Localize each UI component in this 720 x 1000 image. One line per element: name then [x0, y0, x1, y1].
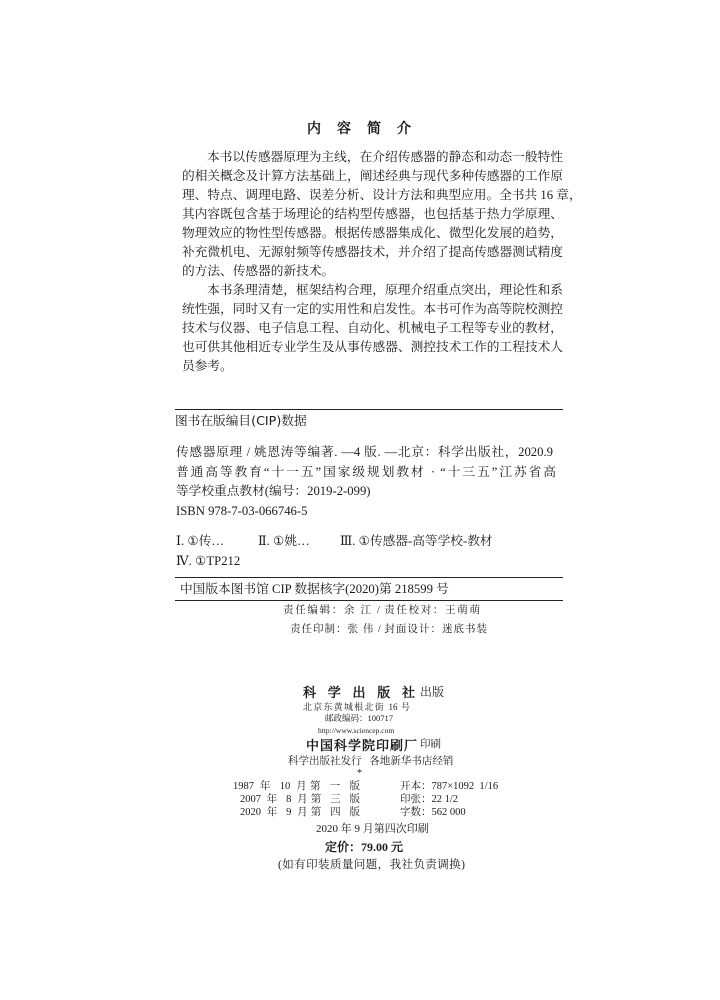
distribution-line: 科学出版社发行 各地新华书店经销	[288, 755, 454, 767]
publisher-name: 科 学 出 版 社	[303, 684, 415, 700]
edition-date: 1987 年 10 月第 一 版	[233, 780, 360, 792]
intro-line: 本书以传感器原理为主线，在介绍传感器的静态和动态一般特性	[207, 149, 563, 164]
publisher-address: 北京东黄城根北街 16 号	[303, 701, 410, 712]
price: 定价：79.00 元	[325, 840, 404, 854]
intro-line: 的相关概念及计算方法基础上，阐述经典与现代多种传感器的工作原	[182, 168, 563, 183]
cip-record-line: 等学校重点教材(编号：2019-2-099)	[176, 483, 371, 498]
classification-item: Ⅱ. ①姚…	[258, 533, 310, 548]
intro-title: 内 容 简 介	[307, 122, 411, 137]
quality-notice: (如有印装质量问题，我社负责调换)	[278, 859, 465, 872]
intro-line: 补充微机电、无源射频等传感器技术，并介绍了提高传感器测试精度	[182, 244, 563, 259]
publisher-url: http://www.sciencep.com	[318, 726, 395, 736]
edition-date: 2020 年 9 月第 四 版	[240, 806, 360, 818]
printing-line: 2020 年 9 月第四次印刷	[316, 822, 429, 835]
intro-line: 也可供其他相近专业学生及从事传感器、测控技术工作的工程技术人	[182, 339, 563, 354]
cip-record-line: 普通高等教育“十一五”国家级规划教材 · “十三五”江苏省高	[176, 464, 556, 479]
publisher-action: 出版	[420, 685, 445, 699]
intro-line: 的方法、传感器的新技术。	[182, 263, 335, 278]
printer-action: 印刷	[420, 738, 441, 750]
separator-asterisk: *	[357, 768, 362, 779]
classification-item: Ⅳ. ①TP212	[176, 553, 241, 568]
intro-line: 统性强，同时又有一定的实用性和启发性。本书可作为高等院校测控	[182, 301, 563, 316]
edition-date: 2007 年 8 月第 三 版	[240, 793, 360, 805]
intro-line: 其内容既包含基于场理论的结构型传感器，也包括基于热力学原理、	[182, 206, 563, 221]
intro-line: 本书条理清楚，框架结构合理，原理介绍重点突出，理论性和系	[207, 282, 563, 297]
intro-line: 理、特点、调理电路、误差分析、设计方法和典型应用。全书共 16 章，	[182, 187, 582, 202]
classification-item: Ⅰ. ①传…	[176, 533, 225, 548]
intro-line: 技术与仪器、电子信息工程、自动化、机械电子工程等专业的教材，	[182, 320, 563, 335]
cip-top-rule	[175, 409, 563, 410]
cip-record-line: 传感器原理 / 姚恩涛等编著. —4 版. —北京：科学出版社，2020.9	[176, 444, 553, 459]
cip-heading: 图书在版编目(CIP)数据	[175, 412, 307, 428]
edition-spec: 字数：562 000	[400, 806, 466, 818]
credit-line: 责任印制：张 伟 / 封面设计：迷底书装	[290, 623, 487, 635]
cip-bottom-rule	[175, 600, 563, 601]
edition-spec: 印张：22 1/2	[400, 793, 459, 805]
edition-spec: 开本：787×1092 1/16	[400, 780, 499, 792]
isbn: ISBN 978-7-03-066746-5	[176, 503, 308, 518]
cip-middle-rule	[175, 577, 563, 578]
credit-line: 责任编辑：余 江 / 责任校对：王萌萌	[283, 604, 480, 616]
intro-line: 员参考。	[182, 358, 233, 373]
classification-item: Ⅲ. ①传感器-高等学校-教材	[340, 533, 493, 548]
printer-name: 中国科学院印刷厂	[306, 737, 417, 753]
intro-line: 物理效应的物性型传感器。根据传感器集成化、微型化发展的趋势，	[182, 225, 563, 240]
publisher-postcode: 邮政编码：100717	[325, 712, 394, 723]
cip-number: 中国版本图书馆 CIP 数据核字(2020)第 218599 号	[180, 581, 449, 596]
